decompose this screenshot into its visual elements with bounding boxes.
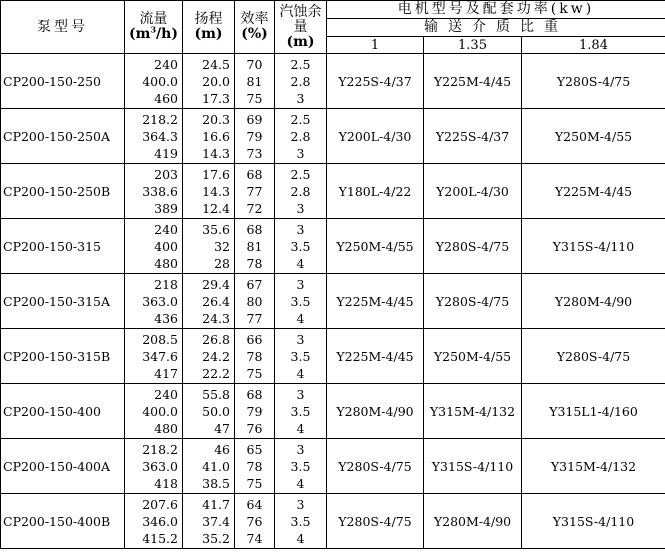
npsh-value: 3 <box>296 496 305 512</box>
head-value: 24.3 <box>202 310 230 326</box>
npsh-value: 3 <box>296 331 305 347</box>
flow-cell <box>125 164 183 219</box>
pump-model: CP200-150-315 <box>1 219 125 274</box>
flow-value: 203 <box>154 166 178 182</box>
head-value: 24.2 <box>202 348 230 364</box>
efficiency-value: 70 <box>246 56 263 72</box>
efficiency-value: 81 <box>246 238 263 254</box>
flow-value: 419 <box>154 145 178 161</box>
flow-value: 218.2 <box>142 111 178 127</box>
motor-model-sg-3: Y225M-4/45 <box>522 164 665 219</box>
table-row <box>1 164 665 219</box>
npsh-value: 4 <box>296 255 305 271</box>
head-value: 55.8 <box>202 386 230 402</box>
efficiency-value: 74 <box>246 530 263 546</box>
head-value: 50.0 <box>202 403 230 419</box>
flow-value: 218 <box>154 276 178 292</box>
head-cell <box>183 329 235 384</box>
npsh-cell <box>275 274 327 329</box>
flow-value: 363.0 <box>142 458 178 474</box>
head-value: 16.6 <box>202 128 230 144</box>
header-npsh-label2: 量 <box>293 18 308 35</box>
npsh-value: 3.5 <box>290 458 311 474</box>
flow-cell <box>125 384 183 439</box>
efficiency-value: 66 <box>246 331 263 347</box>
npsh-value: 2.5 <box>290 166 311 182</box>
header-head-unit: (m) <box>194 26 223 42</box>
header-npsh <box>275 1 327 54</box>
motor-model-sg-1: Y180L-4/22 <box>327 164 424 219</box>
header-motor-group: 电机型号及配套功率(kw) <box>327 1 665 19</box>
pump-model: CP200-150-315B <box>1 329 125 384</box>
head-value: 20.0 <box>202 73 230 89</box>
npsh-value: 3 <box>296 221 305 237</box>
npsh-cell <box>275 54 327 109</box>
head-cell <box>183 274 235 329</box>
table-row <box>1 54 665 109</box>
npsh-value: 3.5 <box>290 403 311 419</box>
efficiency-value: 78 <box>246 348 263 364</box>
head-value: 41.7 <box>202 496 230 512</box>
motor-model-sg-2: Y315S-4/110 <box>424 439 522 494</box>
flow-value: 436 <box>154 310 178 326</box>
npsh-value: 4 <box>296 530 305 546</box>
flow-value: 240 <box>154 386 178 402</box>
flow-value: 400.0 <box>142 73 178 89</box>
motor-model-sg-3: Y250M-4/55 <box>522 109 665 164</box>
head-value: 47 <box>214 420 230 436</box>
flow-value: 240 <box>154 56 178 72</box>
efficiency-value: 80 <box>246 293 263 309</box>
flow-value: 400.0 <box>142 403 178 419</box>
eff-cell <box>235 109 275 164</box>
npsh-value: 3.5 <box>290 293 311 309</box>
npsh-cell <box>275 384 327 439</box>
head-value: 41.0 <box>202 458 230 474</box>
eff-cell <box>235 219 275 274</box>
pump-model: CP200-150-400 <box>1 384 125 439</box>
motor-model-sg-1: Y280S-4/75 <box>327 494 424 549</box>
npsh-value: 3 <box>296 200 305 216</box>
flow-value: 338.6 <box>142 183 178 199</box>
npsh-value: 2.8 <box>290 73 311 89</box>
header-eff-label: 效率 <box>240 11 269 27</box>
npsh-cell <box>275 109 327 164</box>
head-value: 46 <box>214 441 230 457</box>
npsh-value: 3 <box>296 276 305 292</box>
flow-value: 364.3 <box>142 128 178 144</box>
motor-model-sg-3: Y280S-4/75 <box>522 54 665 109</box>
npsh-value: 2.8 <box>290 128 311 144</box>
head-value: 37.4 <box>202 513 230 529</box>
header-eff-unit: (%) <box>241 26 268 42</box>
motor-model-sg-2: Y315M-4/132 <box>424 384 522 439</box>
head-value: 38.5 <box>202 475 230 491</box>
head-cell <box>183 219 235 274</box>
head-value: 22.2 <box>202 365 230 381</box>
npsh-value: 3 <box>296 441 305 457</box>
eff-cell <box>235 274 275 329</box>
head-value: 24.5 <box>202 56 230 72</box>
head-cell <box>183 384 235 439</box>
npsh-value: 2.5 <box>290 111 311 127</box>
header-model: 泵型号 <box>1 1 125 54</box>
flow-value: 207.6 <box>142 496 178 512</box>
header-sg-2: 1.35 <box>424 37 522 54</box>
table-row <box>1 274 665 329</box>
motor-model-sg-2: Y250M-4/55 <box>424 329 522 384</box>
efficiency-value: 75 <box>246 365 263 381</box>
head-value: 29.4 <box>202 276 230 292</box>
flow-cell <box>125 219 183 274</box>
efficiency-value: 73 <box>246 145 263 161</box>
head-cell <box>183 494 235 549</box>
flow-cell <box>125 494 183 549</box>
motor-model-sg-3: Y315S-4/110 <box>522 219 665 274</box>
npsh-cell <box>275 329 327 384</box>
efficiency-value: 81 <box>246 73 263 89</box>
header-head <box>183 1 235 54</box>
motor-model-sg-2: Y225M-4/45 <box>424 54 522 109</box>
pump-model: CP200-150-400B <box>1 494 125 549</box>
header-flow <box>125 1 183 54</box>
head-value: 14.3 <box>202 145 230 161</box>
header-sg-3: 1.84 <box>522 37 665 54</box>
header-sg-1: 1 <box>327 37 424 54</box>
head-value: 26.8 <box>202 331 230 347</box>
efficiency-value: 76 <box>246 513 263 529</box>
npsh-value: 4 <box>296 475 305 491</box>
npsh-value: 4 <box>296 420 305 436</box>
table-body <box>1 54 665 549</box>
motor-model-sg-3: Y280M-4/90 <box>522 274 665 329</box>
motor-model-sg-2: Y280M-4/90 <box>424 494 522 549</box>
efficiency-value: 68 <box>246 166 263 182</box>
flow-value: 480 <box>154 255 178 271</box>
flow-cell <box>125 329 183 384</box>
flow-cell <box>125 109 183 164</box>
npsh-cell <box>275 439 327 494</box>
flow-cell <box>125 54 183 109</box>
flow-value: 415.2 <box>142 530 178 546</box>
header-medium-sg: 输送介质比重 <box>327 19 665 37</box>
motor-model-sg-1: Y250M-4/55 <box>327 219 424 274</box>
flow-value: 347.6 <box>142 348 178 364</box>
head-value: 26.4 <box>202 293 230 309</box>
header-flow-label: 流量 <box>139 11 168 27</box>
header-flow-unit: $(m^3/h)$ <box>129 24 178 42</box>
npsh-value: 2.8 <box>290 183 311 199</box>
motor-model-sg-2: Y280S-4/75 <box>424 274 522 329</box>
pump-model: CP200-150-400A <box>1 439 125 494</box>
eff-cell <box>235 164 275 219</box>
motor-model-sg-3: Y280S-4/75 <box>522 329 665 384</box>
head-value: 20.3 <box>202 111 230 127</box>
efficiency-value: 68 <box>246 386 263 402</box>
motor-model-sg-3: Y315M-4/132 <box>522 439 665 494</box>
table-header <box>1 1 665 54</box>
motor-model-sg-3: Y315S-4/110 <box>522 494 665 549</box>
npsh-value: 2.5 <box>290 56 311 72</box>
head-value: 12.4 <box>202 200 230 216</box>
npsh-cell <box>275 164 327 219</box>
efficiency-value: 76 <box>246 420 263 436</box>
efficiency-value: 79 <box>246 403 263 419</box>
head-cell <box>183 439 235 494</box>
npsh-value: 3 <box>296 145 305 161</box>
npsh-value: 3 <box>296 90 305 106</box>
header-npsh-label: 汽蚀余 <box>279 3 322 20</box>
flow-value: 218.2 <box>142 441 178 457</box>
flow-value: 389 <box>154 200 178 216</box>
table-row <box>1 109 665 164</box>
motor-model-sg-1: Y200L-4/30 <box>327 109 424 164</box>
motor-model-sg-2: Y225S-4/37 <box>424 109 522 164</box>
npsh-value: 3.5 <box>290 238 311 254</box>
efficiency-value: 68 <box>246 221 263 237</box>
motor-model-sg-3: Y315L1-4/160 <box>522 384 665 439</box>
head-cell <box>183 164 235 219</box>
table-row <box>1 494 665 549</box>
head-cell <box>183 54 235 109</box>
flow-cell <box>125 274 183 329</box>
npsh-value: 3.5 <box>290 513 311 529</box>
table-row <box>1 329 665 384</box>
npsh-cell <box>275 219 327 274</box>
flow-value: 400 <box>154 238 178 254</box>
flow-value: 363.0 <box>142 293 178 309</box>
table-row <box>1 384 665 439</box>
head-value: 35.6 <box>202 221 230 237</box>
head-value: 14.3 <box>202 183 230 199</box>
motor-model-sg-1: Y225M-4/45 <box>327 274 424 329</box>
table-row <box>1 439 665 494</box>
motor-model-sg-1: Y280M-4/90 <box>327 384 424 439</box>
npsh-value: 4 <box>296 310 305 326</box>
flow-value: 346.0 <box>142 513 178 529</box>
efficiency-value: 79 <box>246 128 263 144</box>
npsh-value: 3 <box>296 386 305 402</box>
flow-value: 460 <box>154 90 178 106</box>
eff-cell <box>235 439 275 494</box>
header-efficiency <box>235 1 275 54</box>
efficiency-value: 77 <box>246 310 263 326</box>
efficiency-value: 67 <box>246 276 263 292</box>
efficiency-value: 77 <box>246 183 263 199</box>
flow-value: 208.5 <box>142 331 178 347</box>
efficiency-value: 72 <box>246 200 263 216</box>
efficiency-value: 69 <box>246 111 263 127</box>
efficiency-value: 78 <box>246 255 263 271</box>
motor-model-sg-2: Y200L-4/30 <box>424 164 522 219</box>
npsh-value: 3.5 <box>290 348 311 364</box>
head-value: 28 <box>214 255 230 271</box>
efficiency-value: 75 <box>246 90 263 106</box>
table-row <box>1 219 665 274</box>
motor-model-sg-1: Y225S-4/37 <box>327 54 424 109</box>
flow-value: 480 <box>154 420 178 436</box>
head-value: 17.3 <box>202 90 230 106</box>
eff-cell <box>235 494 275 549</box>
flow-value: 240 <box>154 221 178 237</box>
flow-value: 418 <box>154 475 178 491</box>
motor-model-sg-2: Y280S-4/75 <box>424 219 522 274</box>
pump-model: CP200-150-315A <box>1 274 125 329</box>
efficiency-value: 64 <box>246 496 263 512</box>
eff-cell <box>235 329 275 384</box>
head-cell <box>183 109 235 164</box>
motor-model-sg-1: Y225M-4/45 <box>327 329 424 384</box>
motor-model-sg-1: Y280S-4/75 <box>327 439 424 494</box>
pump-model: CP200-150-250B <box>1 164 125 219</box>
npsh-value: 4 <box>296 365 305 381</box>
eff-cell <box>235 54 275 109</box>
header-npsh-unit: (m) <box>286 33 315 50</box>
head-value: 32 <box>214 238 230 254</box>
efficiency-value: 78 <box>246 458 263 474</box>
efficiency-value: 75 <box>246 475 263 491</box>
header-head-label: 扬程 <box>194 11 223 27</box>
head-value: 35.2 <box>202 530 230 546</box>
eff-cell <box>235 384 275 439</box>
head-value: 17.6 <box>202 166 230 182</box>
efficiency-value: 65 <box>246 441 263 457</box>
npsh-cell <box>275 494 327 549</box>
flow-cell <box>125 439 183 494</box>
pump-model: CP200-150-250A <box>1 109 125 164</box>
pump-model: CP200-150-250 <box>1 54 125 109</box>
flow-value: 417 <box>154 365 178 381</box>
